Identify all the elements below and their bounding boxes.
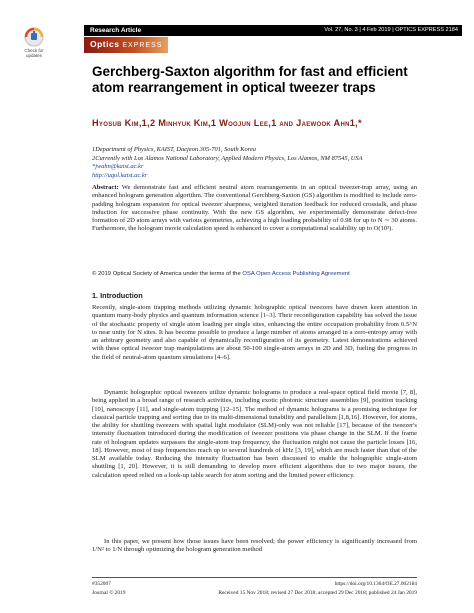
section-heading-introduction: 1. Introduction xyxy=(92,291,143,300)
author-list: Hyosub Kim,1,2 Minhyuk Kim,1 Woojun Lee,1 and Jaewook Ahn1,* xyxy=(92,118,362,128)
journal-logo-word2: EXPRESS xyxy=(122,42,163,49)
check-for-updates-badge[interactable] xyxy=(16,26,52,62)
journal-logo xyxy=(84,37,168,53)
journal-logo-word1: Optics xyxy=(90,39,120,49)
intro-paragraph-2: Dynamic holographic optical tweezers utilize dynamic holograms to produce a real-space optical field movie [7, 8], being applied in a broad range of research activities, including exotic photonic structure assemblies [9], position tracking [10], nanoscopy [11], and single-atom trapping [12–15]. The method of dynamic holograms is a promising technique for classical particle trapping and sorting due to its multi-dimensional tunability and parallelism [1,8,16]. However, for atoms, the ability for shuttling tweezers with spatial light modulator (SLM)-only was not reliable [17], because of the tweezer's intensity fluctuation introduced during the modification of tweezer positions via phase change in the SLM. If the frame rate of hologram updates surpasses the single-atom trap frequency, the fluctuation might not cause the particle losses [16, 18]. However, most of trap frequencies reach up to several hundreds of kHz [3, 19], which are much faster than that of the SLM available today. Reducing the intensity fluctuation has been discussed to enable the holographic single-atom shuttling [1, 20]. However, it is still demanding to develop more efficient algorithms due to two major issues, the calculation speed relied on a look-up table search for atom sorting and the limited power efficiency. xyxy=(92,389,417,479)
article-id: #352007 xyxy=(92,581,111,587)
publication-dates: Received 15 Nov 2018; revised 27 Dec 2018; accepted 29 Dec 2018; published 24 Jan 2019 xyxy=(218,590,417,596)
copyright-text: © 2019 Optical Society of America under the terms of the xyxy=(92,271,243,277)
article-type-tag: Research Article xyxy=(90,27,142,34)
doi-link[interactable]: https://doi.org/10.1364/OE.27.002184 xyxy=(334,581,417,587)
journal-header-bar xyxy=(84,25,462,36)
check-for-updates-icon xyxy=(16,26,52,50)
check-for-updates-label-line1: Check for xyxy=(24,48,44,53)
abstract-label: Abstract: xyxy=(92,184,119,191)
check-for-updates-label-line2: updates xyxy=(25,53,42,58)
affiliations xyxy=(92,146,422,180)
affiliation-2: 2Currently with Los Alamos National Laboratory, Applied Modern Physics, Los Alamos, NM 87545, USA xyxy=(92,154,363,162)
journal-copyright: Journal © 2019 xyxy=(92,590,126,596)
intro-paragraph-3: In this paper, we present how those issues have been resolved; the power efficiency is significantly increased from 1/N² to 1/N through optimizing the hologram generation method xyxy=(92,538,417,554)
abstract xyxy=(92,184,417,234)
footer-rule xyxy=(92,577,417,578)
corresponding-email-link[interactable]: *jwahn@kaist.ac.kr xyxy=(92,163,144,171)
intro-paragraph-1: Recently, single-atom trapping methods utilizing dynamic holographic optical tweezers have drawn keen attention in quantum many-body physics and quantum information science [1–3]. Their reconfiguration capability has solved the issue of the stochastic property of single atom loading per single sites, enhancing the entire occupation probability from 0.5^N to near unity for N sites. It has become possible to produce a large number of atoms arranged in a zero-entropy array with an arbitrary geometry and also capable of dynamically reconfiguration of its geometry. Latest demonstrations achieved with these optical tweezer trap manipulations are about 50-100 single-atom arrays in 2D and 3D, fueling the progress in the field of neutral-atom quantum simulations [4–6]. xyxy=(92,304,417,361)
article-title: Gerchberg-Saxton algorithm for fast and efficient atom rearrangement in optical tweezer traps xyxy=(92,64,408,95)
group-website-link[interactable]: http://uqol.kaist.ac.kr xyxy=(92,171,148,179)
check-for-updates-label xyxy=(10,48,58,58)
issue-meta: Vol. 27, No. 3 | 4 Feb 2019 | OPTICS EXPRESS 2184 xyxy=(324,27,458,33)
open-access-agreement-link[interactable]: OSA Open Access Publishing Agreement xyxy=(242,271,350,277)
abstract-text: We demonstrate fast and efficient neutral atom rearrangements in an optical tweezer-trap array, using an enhanced hologram generation algorithm. The conventional Gerchberg-Saxton (GS) algorithm is modified to include zero-padding hologram expansion for optical tweezer sharpness, weighted iteration feedback for reduced crosstalk, and phase induction for successive phase continuity. With the new GS algorithm, we experimentally demonstrate defect-free formation of 2D atom arrays with various geometries, achieving a high loading probability of 0.98 for up to N ∼ 30 atoms. Furthermore, the hologram movie calculation speed is enhanced to cover a computational scalability up to O(10³). xyxy=(92,184,417,233)
affiliation-1: 1Department of Physics, KAIST, Daejeon 305-701, South Korea xyxy=(92,146,257,153)
copyright-line xyxy=(92,270,412,278)
journal-logo-text xyxy=(90,39,162,49)
